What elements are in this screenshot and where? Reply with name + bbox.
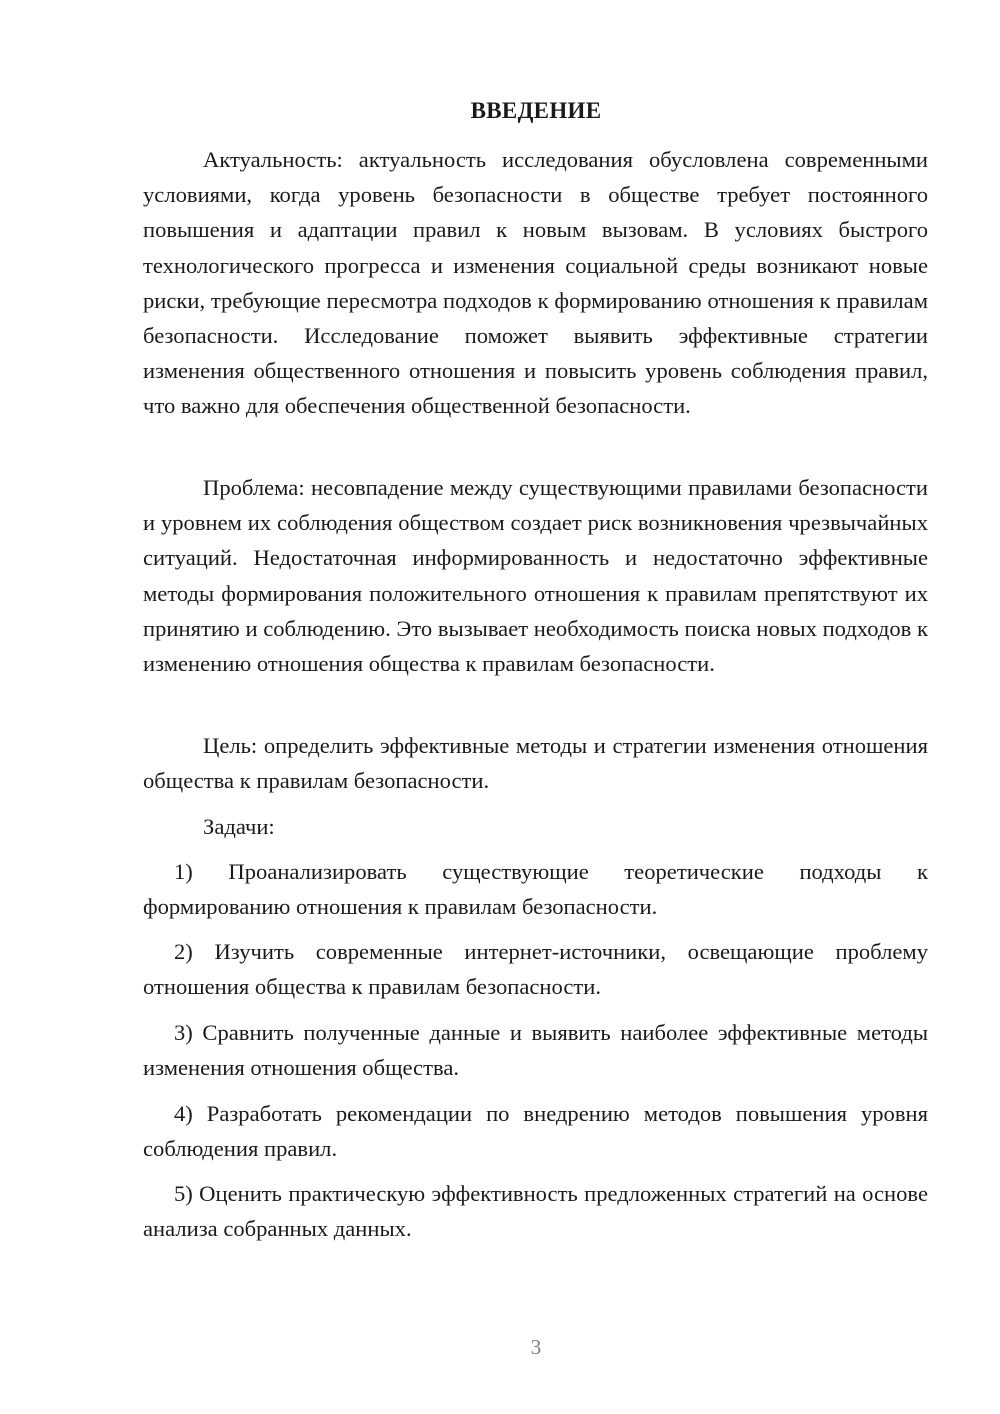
goal-paragraph: Цель: определить эффективные методы и стратегии изменения отношения общества к правилам безопасности. (143, 733, 928, 794)
relevance-paragraph: Актуальность: актуальность исследования обусловлена современными условиями, когда уровень безопасности в обществе требует постоянного повышения и адаптации правил к новым вызовам. В условиях быстрого технологического прогресса и изменения социальной среды возникают новые риски, требующие пересмотра подходов к формированию отношения к правилам безопасности. Исследование поможет выявить эффективные стратегии изменения общественного отношения и повысить уровень соблюдения правил, что важно для обеспечения общественной безопасности. (143, 147, 928, 419)
task-item-4: 4) Разработать рекомендации по внедрению методов повышения уровня соблюдения правил. (143, 1101, 928, 1162)
section-heading: ВВЕДЕНИЕ (470, 98, 602, 123)
problem-paragraph: Проблема: несовпадение между существующими правилами безопасности и уровнем их соблюдения обществом создает риск возникновения чрезвычайных ситуаций. Недостаточная информированность и недостаточно эффективные методы формирования положительного отношения к правилам препятствуют их принятию и соблюдению. Это вызывает необходимость поиска новых подходов к изменению отношения общества к правилам безопасности. (143, 475, 928, 677)
task-item-5: 5) Оценить практическую эффективность предложенных стратегий на основе анализа собранных данных. (143, 1181, 928, 1242)
page-number: 3 (530, 1335, 542, 1359)
tasks-heading: Задачи: (203, 814, 275, 839)
task-item-2: 2) Изучить современные интернет-источники, освещающие проблему отношения общества к правилам безопасности. (143, 939, 928, 1000)
task-item-1: 1) Проанализировать существующие теоретические подходы к формированию отношения к правилам безопасности. (143, 859, 928, 920)
task-item-3: 3) Сравнить полученные данные и выявить наиболее эффективные методы изменения отношения общества. (143, 1020, 928, 1081)
